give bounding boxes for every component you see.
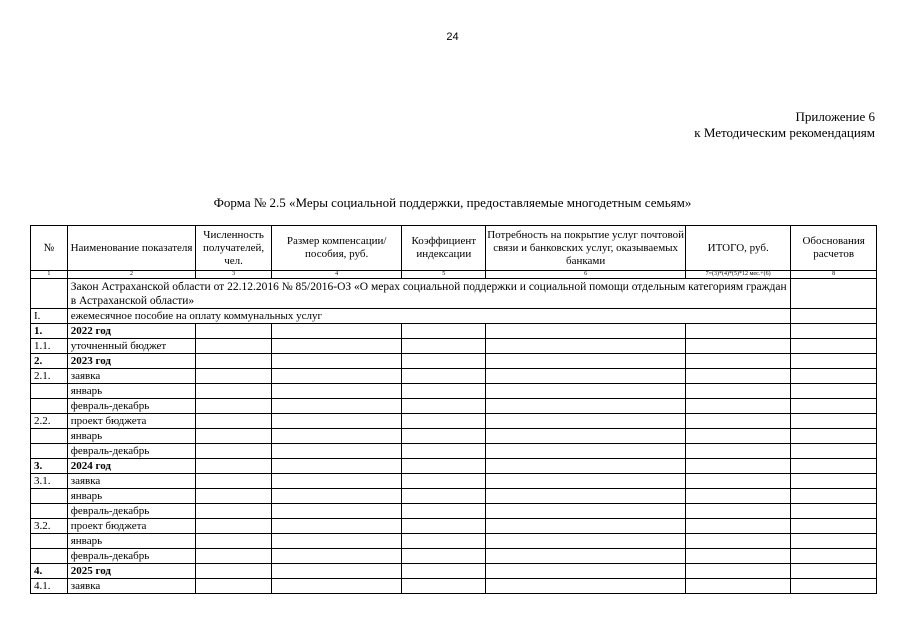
- data-cell: [271, 534, 402, 549]
- table-row: [31, 444, 877, 459]
- column-number: 2: [67, 271, 196, 279]
- table-row: [31, 549, 877, 564]
- row-indicator-name: 2025 год: [67, 564, 196, 579]
- table-row: [31, 474, 877, 489]
- row-number: 1.1.: [31, 339, 68, 354]
- justification-cell: [791, 429, 877, 444]
- data-cell: [686, 519, 791, 534]
- data-cell: [402, 549, 486, 564]
- table-row: [31, 534, 877, 549]
- data-cell: [271, 549, 402, 564]
- data-cell: [686, 489, 791, 504]
- table-body: [31, 279, 877, 594]
- row-number: 3.: [31, 459, 68, 474]
- data-cell: [686, 549, 791, 564]
- data-cell: [271, 519, 402, 534]
- column-number: 6: [486, 271, 686, 279]
- row-indicator-name: 2024 год: [67, 459, 196, 474]
- row-number: [31, 534, 68, 549]
- justification-cell: [791, 534, 877, 549]
- row-indicator-name: заявка: [67, 579, 196, 594]
- data-cell: [686, 429, 791, 444]
- page-number: 24: [446, 31, 459, 43]
- column-number: 5: [402, 271, 486, 279]
- table-row: [31, 399, 877, 414]
- data-cell: [271, 429, 402, 444]
- data-cell: [196, 369, 272, 384]
- data-cell: [402, 489, 486, 504]
- data-cell: [196, 429, 272, 444]
- data-cell: [486, 339, 686, 354]
- row-indicator-name: проект бюджета: [67, 414, 196, 429]
- row-indicator-name: заявка: [67, 474, 196, 489]
- header-indexation-coefficient: Коэффициент индексации: [402, 226, 486, 271]
- header-number: №: [31, 226, 68, 271]
- data-cell: [196, 384, 272, 399]
- table-row: [31, 429, 877, 444]
- row-indicator-name: уточненный бюджет: [67, 339, 196, 354]
- row-indicator-name: февраль-декабрь: [67, 549, 196, 564]
- data-cell: [196, 444, 272, 459]
- column-number: 1: [31, 271, 68, 279]
- row-number: [31, 384, 68, 399]
- table-row: [31, 384, 877, 399]
- data-cell: [402, 324, 486, 339]
- header-justification: Обоснования расчетов: [791, 226, 877, 271]
- data-cell: [271, 579, 402, 594]
- row-number: 3.1.: [31, 474, 68, 489]
- row-number: [31, 429, 68, 444]
- justification-cell: [791, 399, 877, 414]
- header-postal-banking-need: Потребность на покрытие услуг почтовой связи и банковских услуг, оказываемых банками: [486, 226, 686, 271]
- table-row: [31, 414, 877, 429]
- row-number: [31, 489, 68, 504]
- data-cell: [196, 549, 272, 564]
- data-cell: [686, 504, 791, 519]
- data-cell: [196, 504, 272, 519]
- table-row: [31, 324, 877, 339]
- data-cell: [686, 444, 791, 459]
- law-number-cell: [31, 279, 68, 309]
- appendix-line-1: Приложение 6: [795, 109, 875, 124]
- justification-cell: [791, 474, 877, 489]
- data-cell: [402, 459, 486, 474]
- data-cell: [402, 384, 486, 399]
- data-cell: [271, 324, 402, 339]
- justification-cell: [791, 459, 877, 474]
- row-number: 3.2.: [31, 519, 68, 534]
- data-cell: [196, 324, 272, 339]
- row-indicator-name: проект бюджета: [67, 519, 196, 534]
- data-cell: [402, 519, 486, 534]
- row-indicator-name: январь: [67, 429, 196, 444]
- column-number: 4: [271, 271, 402, 279]
- data-cell: [486, 549, 686, 564]
- table-row: [31, 339, 877, 354]
- row-number: I.: [31, 309, 68, 324]
- data-cell: [486, 444, 686, 459]
- data-cell: [196, 519, 272, 534]
- header-compensation-amount: Размер компенсации/пособия, руб.: [271, 226, 402, 271]
- row-indicator-name: февраль-декабрь: [67, 399, 196, 414]
- column-numbers-row: [31, 271, 877, 279]
- data-cell: [486, 399, 686, 414]
- data-cell: [196, 489, 272, 504]
- data-cell: [402, 429, 486, 444]
- data-cell: [402, 474, 486, 489]
- data-cell: [486, 579, 686, 594]
- data-cell: [686, 459, 791, 474]
- data-cell: [271, 489, 402, 504]
- form-title: Форма № 2.5 «Меры социальной поддержки, предоставляемые многодетным семьям»: [213, 195, 692, 210]
- data-cell: [271, 444, 402, 459]
- justification-cell: [791, 444, 877, 459]
- row-number: 1.: [31, 324, 68, 339]
- data-cell: [271, 369, 402, 384]
- table-row: [31, 489, 877, 504]
- justification-cell: [791, 324, 877, 339]
- data-cell: [486, 414, 686, 429]
- table-row: [31, 519, 877, 534]
- justification-cell: [791, 504, 877, 519]
- column-number: 8: [791, 271, 877, 279]
- data-cell: [402, 339, 486, 354]
- row-number: [31, 504, 68, 519]
- data-cell: [486, 534, 686, 549]
- appendix-line-2: к Методическим рекомендациям: [694, 125, 875, 140]
- social-support-table: [30, 225, 877, 594]
- data-cell: [196, 474, 272, 489]
- column-number: 7=(3)*(4)*(5)*12 мес.+(6): [686, 271, 791, 279]
- data-cell: [686, 369, 791, 384]
- data-cell: [486, 354, 686, 369]
- data-cell: [686, 384, 791, 399]
- justification-cell: [791, 489, 877, 504]
- row-indicator-name: заявка: [67, 369, 196, 384]
- data-cell: [486, 519, 686, 534]
- data-cell: [271, 414, 402, 429]
- justification-cell: [791, 354, 877, 369]
- justification-cell: [791, 309, 877, 324]
- header-indicator-name: Наименование показателя: [67, 226, 196, 271]
- data-cell: [402, 504, 486, 519]
- data-cell: [686, 354, 791, 369]
- data-cell: [196, 534, 272, 549]
- data-cell: [686, 324, 791, 339]
- data-cell: [686, 564, 791, 579]
- law-justification-cell: [791, 279, 877, 309]
- row-number: [31, 549, 68, 564]
- header-recipients-count: Численность получателей, чел.: [196, 226, 272, 271]
- row-indicator-name: январь: [67, 489, 196, 504]
- row-number: 4.1.: [31, 579, 68, 594]
- data-cell: [402, 369, 486, 384]
- justification-cell: [791, 384, 877, 399]
- appendix-note: [694, 109, 875, 141]
- data-cell: [271, 564, 402, 579]
- row-indicator-name: ежемесячное пособие на оплату коммунальных услуг: [67, 309, 791, 324]
- justification-cell: [791, 579, 877, 594]
- row-indicator-name: 2022 год: [67, 324, 196, 339]
- data-cell: [196, 459, 272, 474]
- data-cell: [271, 474, 402, 489]
- table-row: [31, 504, 877, 519]
- row-number: 2.1.: [31, 369, 68, 384]
- data-cell: [402, 564, 486, 579]
- law-row: [31, 279, 877, 309]
- row-number: 2.2.: [31, 414, 68, 429]
- law-text: Закон Астраханской области от 22.12.2016 № 85/2016-ОЗ «О мерах социальной поддержки и социальной помощи отдельным категориям граждан в Астраханской области»: [67, 279, 791, 309]
- data-cell: [271, 384, 402, 399]
- row-indicator-name: 2023 год: [67, 354, 196, 369]
- data-cell: [486, 489, 686, 504]
- data-cell: [486, 324, 686, 339]
- data-cell: [271, 354, 402, 369]
- row-number: 2.: [31, 354, 68, 369]
- data-cell: [486, 369, 686, 384]
- data-cell: [402, 534, 486, 549]
- justification-cell: [791, 519, 877, 534]
- row-indicator-name: январь: [67, 534, 196, 549]
- data-cell: [196, 579, 272, 594]
- table-header-row: [31, 226, 877, 271]
- data-cell: [402, 354, 486, 369]
- data-cell: [271, 339, 402, 354]
- data-cell: [196, 399, 272, 414]
- justification-cell: [791, 564, 877, 579]
- table-row: [31, 459, 877, 474]
- data-cell: [402, 444, 486, 459]
- table-row: [31, 369, 877, 384]
- row-number: [31, 444, 68, 459]
- data-cell: [686, 414, 791, 429]
- data-cell: [196, 564, 272, 579]
- data-cell: [686, 399, 791, 414]
- data-cell: [196, 414, 272, 429]
- table-row: [31, 564, 877, 579]
- data-cell: [486, 504, 686, 519]
- data-cell: [486, 459, 686, 474]
- table-row: [31, 309, 877, 324]
- data-cell: [686, 339, 791, 354]
- justification-cell: [791, 339, 877, 354]
- justification-cell: [791, 414, 877, 429]
- data-cell: [486, 384, 686, 399]
- row-indicator-name: январь: [67, 384, 196, 399]
- justification-cell: [791, 549, 877, 564]
- row-indicator-name: февраль-декабрь: [67, 444, 196, 459]
- data-cell: [686, 579, 791, 594]
- data-cell: [402, 414, 486, 429]
- justification-cell: [791, 369, 877, 384]
- data-cell: [196, 354, 272, 369]
- data-cell: [271, 399, 402, 414]
- data-cell: [271, 504, 402, 519]
- data-cell: [686, 534, 791, 549]
- data-cell: [686, 474, 791, 489]
- table-row: [31, 579, 877, 594]
- data-cell: [402, 579, 486, 594]
- data-cell: [271, 459, 402, 474]
- row-number: 4.: [31, 564, 68, 579]
- data-cell: [196, 339, 272, 354]
- header-total: ИТОГО, руб.: [686, 226, 791, 271]
- data-cell: [486, 474, 686, 489]
- data-cell: [486, 564, 686, 579]
- table-row: [31, 354, 877, 369]
- row-number: [31, 399, 68, 414]
- data-cell: [402, 399, 486, 414]
- data-cell: [486, 429, 686, 444]
- column-number: 3: [196, 271, 272, 279]
- row-indicator-name: февраль-декабрь: [67, 504, 196, 519]
